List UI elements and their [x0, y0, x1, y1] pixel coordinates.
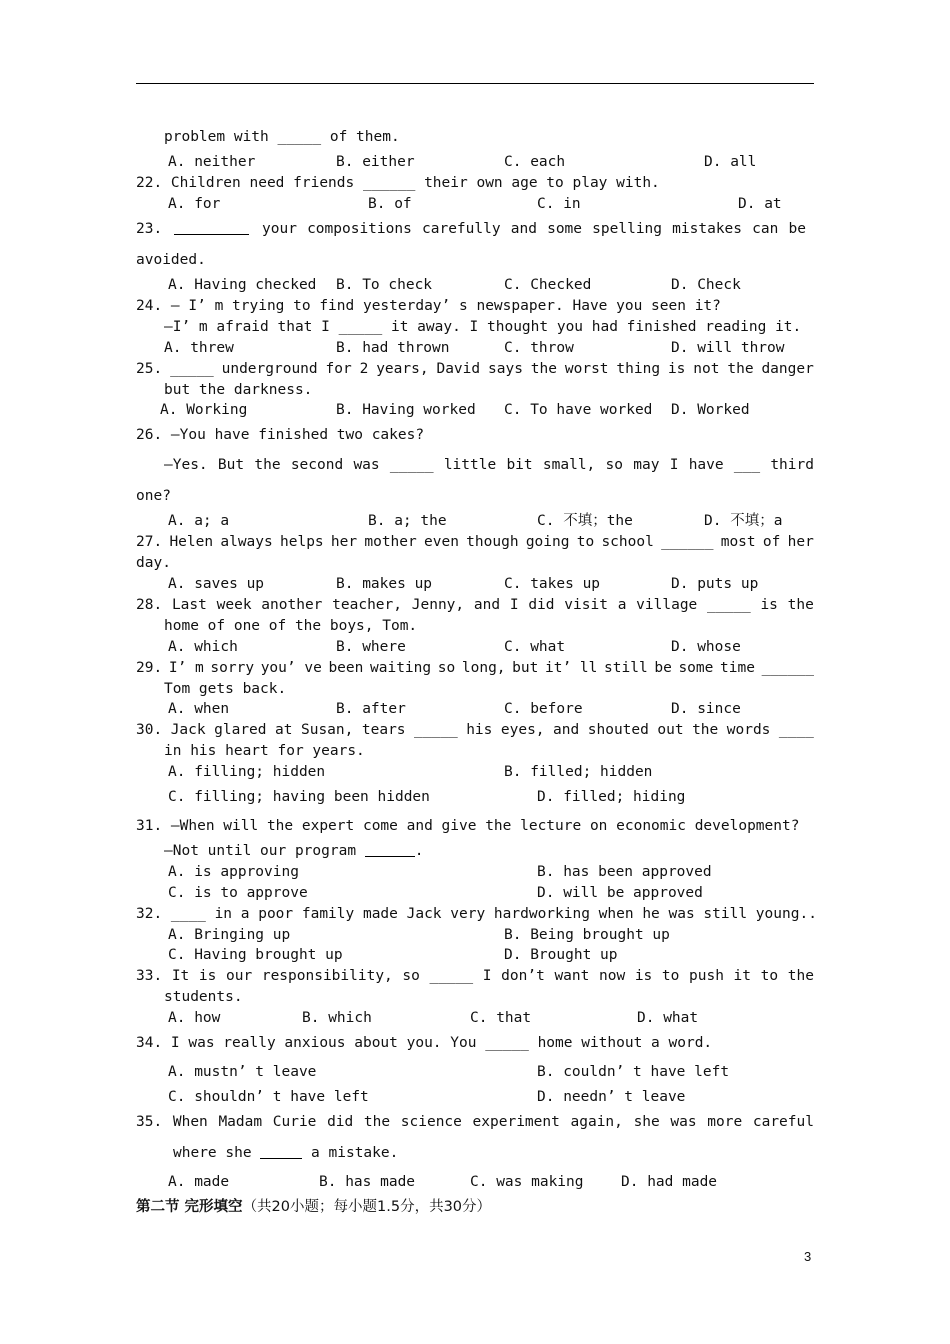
q22-option-b: B. of: [368, 196, 412, 212]
q21-stem-cont: problem with _____ of them.: [164, 129, 400, 145]
q28-option-b: B. where: [336, 639, 406, 655]
q25-option-a: A. Working: [160, 402, 248, 418]
q26-reply-cont: one?: [136, 488, 171, 504]
q26-option-a: A. a; a: [168, 513, 230, 529]
q28-option-a: A. which: [168, 639, 238, 655]
q26-option-d: D. 不填；a: [704, 513, 783, 529]
q22-option-d: D. at: [738, 196, 782, 212]
q31-option-c: C. is to approve: [168, 885, 308, 901]
q35-option-c: C. was making: [470, 1174, 584, 1190]
q25-stem-cont: but the darkness.: [164, 382, 313, 398]
q27-option-b: B. makes up: [336, 576, 433, 592]
q31-option-d: D. will be approved: [537, 885, 703, 901]
q31-blank: [365, 842, 415, 857]
q32-option-d: D. Brought up: [504, 947, 618, 963]
q28-option-c: C. what: [504, 639, 566, 655]
q32-option-b: B. Being brought up: [504, 927, 670, 943]
q23-option-a: A. Having checked: [168, 277, 317, 293]
q21-option-b: B. either: [336, 154, 415, 170]
q29-stem-cont: Tom gets back.: [164, 681, 287, 697]
page-number: 3: [804, 1249, 812, 1264]
q30-option-b: B. filled; hidden: [504, 764, 653, 780]
q27-stem: 27. Helen always helps her mother even though going to school ______ most of her: [136, 534, 814, 550]
q34-option-d: D. needn’ t leave: [537, 1089, 686, 1105]
q35-option-b: B. has made: [319, 1174, 416, 1190]
section-heading-detail: （共20小题；每小题1.5分，共30分）: [242, 1199, 492, 1215]
q35-blank: [260, 1144, 302, 1159]
q24-reply: —I’ m afraid that I _____ it away. I thought you had finished reading it.: [164, 319, 802, 335]
q22-stem: 22. Children need friends ______ their own age to play with.: [136, 175, 660, 191]
q31-option-a: A. is approving: [168, 864, 299, 880]
q30-option-a: A. filling; hidden: [168, 764, 326, 780]
section-heading-title: 第二节 完形填空: [136, 1199, 243, 1215]
q28-stem: 28. Last week another teacher, Jenny, and I did visit a village _____ is the: [136, 597, 814, 613]
q28-stem-cont: home of one of the boys, Tom.: [164, 618, 418, 634]
q25-stem: 25. _____ underground for 2 years, David says the worst thing is not the danger: [136, 361, 814, 377]
q24-stem: 24. — I’ m trying to find yesterday’ s newspaper. Have you seen it?: [136, 298, 721, 314]
q23-stem-cont: avoided.: [136, 252, 206, 268]
q29-option-d: D. since: [671, 701, 741, 717]
q33-option-c: C. that: [470, 1010, 532, 1026]
q25-option-c: C. To have worked: [504, 402, 653, 418]
q31-reply: —Not until our program .: [164, 843, 424, 859]
q23-blank: [174, 220, 249, 235]
q33-stem-cont: students.: [164, 989, 243, 1005]
q30-option-d: D. filled; hiding: [537, 789, 686, 805]
q24-option-d: D. will throw: [671, 340, 785, 356]
q21-option-d: D. all: [704, 154, 757, 170]
q26-option-b: B. a; the: [368, 513, 447, 529]
q31-stem: 31. —When will the expert come and give the lecture on economic development?: [136, 818, 800, 834]
q23-number: 23.: [136, 221, 163, 237]
q29-option-c: C. before: [504, 701, 583, 717]
q32-option-a: A. Bringing up: [168, 927, 291, 943]
q34-option-a: A. mustn’ t leave: [168, 1064, 317, 1080]
q26-stem: 26. —You have finished two cakes?: [136, 427, 425, 443]
q35-stem: 35. When Madam Curie did the science experiment again, she was more careful: [136, 1114, 814, 1130]
header-rule: [136, 83, 814, 84]
q23-option-d: D. Check: [671, 277, 741, 293]
q34-option-b: B. couldn’ t have left: [537, 1064, 730, 1080]
q23-stem: your compositions carefully and some spelling mistakes can be: [262, 221, 806, 237]
q34-stem: 34. I was really anxious about you. You _____ home without a word.: [136, 1035, 713, 1051]
q25-option-b: B. Having worked: [336, 402, 476, 418]
q24-option-a: A. threw: [164, 340, 234, 356]
q26-reply: —Yes. But the second was _____ little bit small, so may I have ___ third: [164, 457, 814, 473]
q29-option-b: B. after: [336, 701, 406, 717]
q35-option-a: A. made: [168, 1174, 230, 1190]
q30-option-c: C. filling; having been hidden: [168, 789, 430, 805]
q29-stem: 29. I’ m sorry you’ ve been waiting so long, but it’ ll still be some time ______: [136, 660, 814, 676]
q22-option-c: C. in: [537, 196, 581, 212]
q32-stem: 32. ____ in a poor family made Jack very hardworking when he was still young..: [136, 906, 817, 922]
q33-stem: 33. It is our responsibility, so _____ I don’t want now is to push it to the: [136, 968, 814, 984]
q25-option-d: D. Worked: [671, 402, 750, 418]
q33-option-d: D. what: [637, 1010, 699, 1026]
q35-option-d: D. had made: [621, 1174, 718, 1190]
q32-option-c: C. Having brought up: [168, 947, 343, 963]
q21-option-c: C. each: [504, 154, 566, 170]
q34-option-c: C. shouldn’ t have left: [168, 1089, 369, 1105]
q29-option-a: A. when: [168, 701, 230, 717]
q21-option-a: A. neither: [168, 154, 256, 170]
q28-option-d: D. whose: [671, 639, 741, 655]
q23-option-c: C. Checked: [504, 277, 592, 293]
q31-option-b: B. has been approved: [537, 864, 712, 880]
q27-option-c: C. takes up: [504, 576, 601, 592]
q24-option-b: B. had thrown: [336, 340, 450, 356]
q30-stem: 30. Jack glared at Susan, tears _____ his eyes, and shouted out the words ____: [136, 722, 814, 738]
q33-option-a: A. how: [168, 1010, 221, 1026]
q22-option-a: A. for: [168, 196, 221, 212]
q35-stem-cont: where she a mistake.: [173, 1145, 399, 1161]
q27-option-d: D. puts up: [671, 576, 759, 592]
q23-option-b: B. To check: [336, 277, 433, 293]
q27-stem-cont: day.: [136, 555, 171, 571]
q27-option-a: A. saves up: [168, 576, 265, 592]
section-heading: [136, 1198, 491, 1216]
q26-option-c: C. 不填；the: [537, 513, 633, 529]
q24-option-c: C. throw: [504, 340, 574, 356]
q33-option-b: B. which: [302, 1010, 372, 1026]
q30-stem-cont: in his heart for years.: [164, 743, 365, 759]
